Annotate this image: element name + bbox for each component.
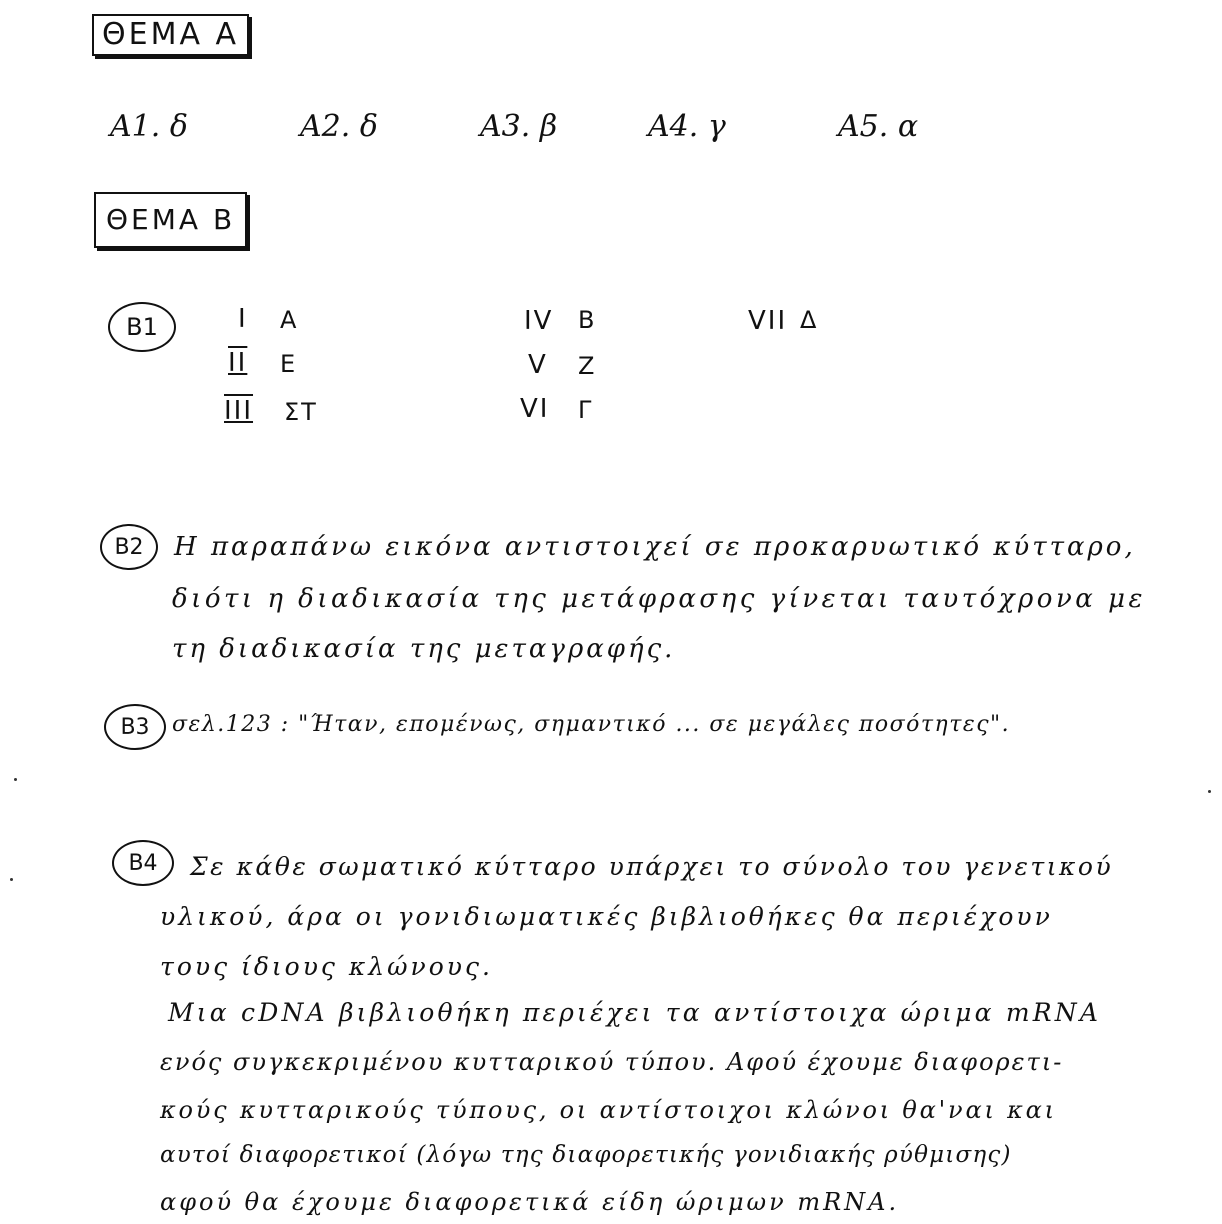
scan-speck <box>10 878 13 881</box>
answer-a4: Α4. γ <box>648 109 726 144</box>
b3-label: Β3 <box>104 704 166 750</box>
b1-num-1: Ι <box>238 304 248 334</box>
scan-speck <box>1208 790 1211 793</box>
b2-line-3: τη διαδικασία της μεταγραφής. <box>172 634 676 664</box>
b4-line-4: Μια cDNA βιβλιοθήκη περιέχει τα αντίστοιχα ώριμα mRNA <box>168 998 1102 1027</box>
scan-speck <box>14 778 17 781</box>
b1-letter-5: Ζ <box>578 352 597 380</box>
answer-a2: Α2. δ <box>300 109 378 144</box>
b4-line-5: ενός συγκεκριμένου κυτταρικού τύπου. Αφού έχουμε διαφορετι- <box>160 1048 1064 1076</box>
b1-num-5: V <box>528 350 548 380</box>
b1-num-6: VΙ <box>520 394 550 424</box>
b4-line-8: αφού θα έχουμε διαφορετικά είδη ώριμων mRNA. <box>160 1188 900 1216</box>
b4-line-1: Σε κάθε σωματικό κύτταρο υπάρχει το σύνολο του γενετικού <box>190 852 1114 881</box>
answer-a1: Α1. δ <box>110 109 188 144</box>
b4-line-7: αυτοί διαφορετικοί (λόγω της διαφορετικής γονιδιακής ρύθμισης) <box>160 1142 1012 1168</box>
b1-num-2: ΙΙ <box>228 348 248 378</box>
b4-line-2: υλικού, άρα οι γονιδιωματικές βιβλιοθήκες θα περιέχουν <box>160 902 1053 931</box>
b1-label: Β1 <box>108 302 176 352</box>
b4-label: Β4 <box>112 840 174 886</box>
theme-a-title: ΘΕΜΑ Α <box>92 14 249 56</box>
b1-num-3: ΙΙΙ <box>224 396 254 426</box>
b1-letter-6: Γ <box>578 396 594 424</box>
b3-text: σελ.123 : "Ήταν, επομένως, σημαντικό ... σε μεγάλες ποσότητες". <box>172 712 1011 737</box>
b2-label: Β2 <box>100 524 158 570</box>
b1-letter-4: Β <box>578 306 597 334</box>
b2-line-1: Η παραπάνω εικόνα αντιστοιχεί σε προκαρυωτικό κύτταρο, <box>174 532 1136 562</box>
b1-num-7: VΙΙ <box>748 306 788 336</box>
b4-line-6: κούς κυτταρικούς τύπους, οι αντίστοιχοι κλώνοι θα'ναι και <box>160 1096 1057 1124</box>
b1-letter-7: Δ <box>800 306 819 334</box>
answer-a3: Α3. β <box>480 109 558 144</box>
answer-a5: Α5. α <box>838 109 919 144</box>
b4-line-3: τους ίδιους κλώνους. <box>160 952 493 981</box>
b1-letter-3: ΣΤ <box>284 398 318 426</box>
b2-line-2: διότι η διαδικασία της μετάφρασης γίνεται ταυτόχρονα με <box>172 584 1146 614</box>
b1-letter-1: Α <box>280 306 299 334</box>
theme-b-title: ΘΕΜΑ Β <box>94 192 247 248</box>
b1-num-4: ΙV <box>524 306 554 336</box>
b1-letter-2: Ε <box>280 350 298 378</box>
